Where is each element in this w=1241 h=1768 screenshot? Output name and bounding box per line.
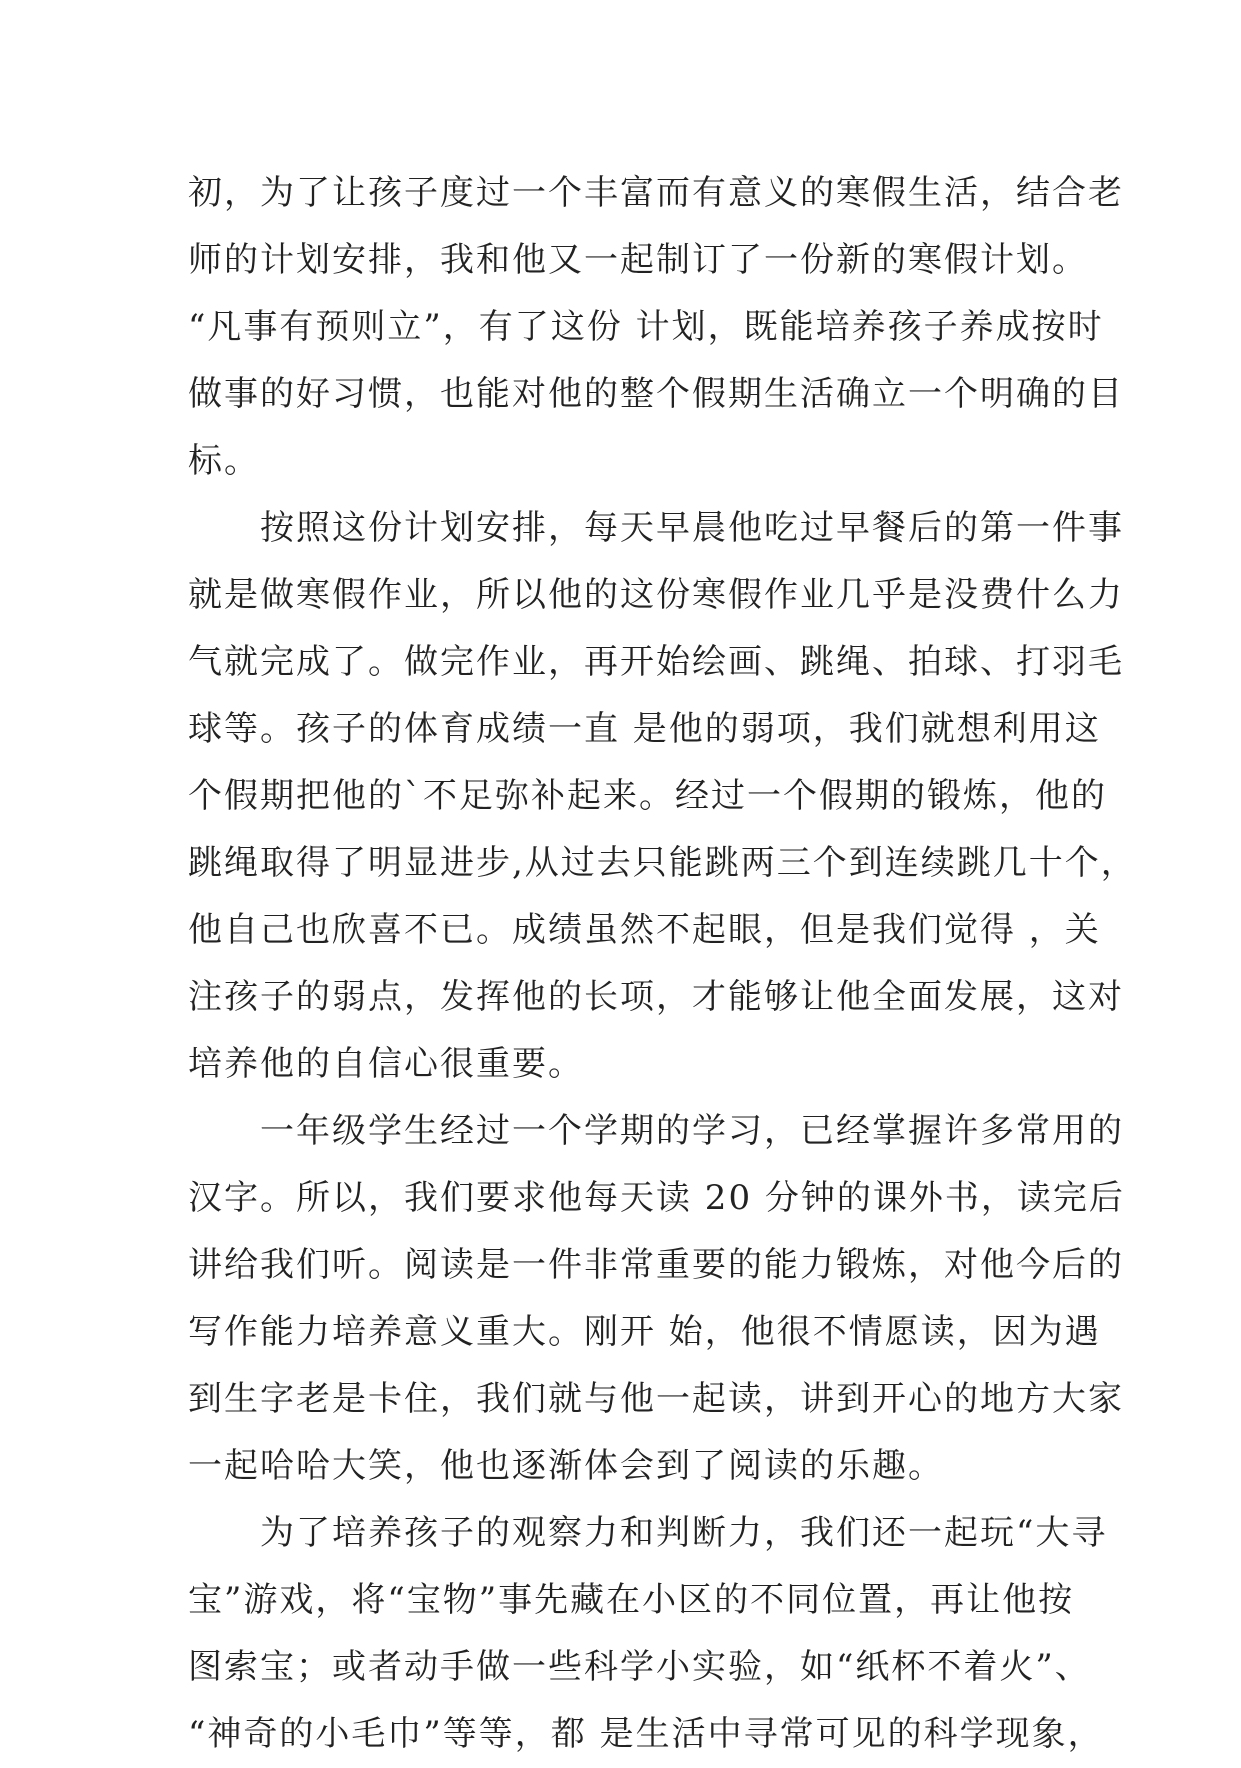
text-line: 个假期把他的`不足弥补起来。经过一个假期的锻炼，他的 <box>188 776 1107 816</box>
text-line: 按照这份计划安排，每天早晨他吃过早餐后的第一件事 <box>188 508 1124 548</box>
text-line: 初，为了让孩子度过一个丰富而有意义的寒假生活，结合老 <box>188 173 1124 213</box>
text-line: 做事的好习惯，也能对他的整个假期生活确立一个明确的目 <box>188 374 1124 414</box>
text-line: 一年级学生经过一个学期的学习，已经掌握许多常用的 <box>188 1111 1124 1151</box>
text-line: 汉字。所以，我们要求他每天读 20 分钟的课外书，读完后 <box>188 1178 1125 1218</box>
text-line: 为了培养孩子的观察力和判断力，我们还一起玩“大寻 <box>188 1513 1108 1553</box>
text-line: 培养他的自信心很重要。 <box>188 1044 584 1084</box>
text-line: 注孩子的弱点，发挥他的长项，才能够让他全面发展，这对 <box>188 977 1124 1017</box>
text-line: 球等。孩子的体育成绩一直 是他的弱项，我们就想利用这 <box>188 709 1101 749</box>
text-line: 写作能力培养意义重大。刚开 始，他很不情愿读，因为遇 <box>188 1312 1101 1352</box>
text-line: 宝”游戏，将“宝物”事先藏在小区的不同位置，再让他按 <box>188 1580 1075 1620</box>
text-line: 讲给我们听。阅读是一件非常重要的能力锻炼，对他今后的 <box>188 1245 1124 1285</box>
text-line: 标。 <box>188 441 260 481</box>
body-text <box>188 160 1137 1768</box>
text-line: “凡事有预则立”，有了这份 计划，既能培养孩子养成按时 <box>188 307 1104 347</box>
text-line: 一起哈哈大笑，他也逐渐体会到了阅读的乐趣。 <box>188 1446 944 1486</box>
text-line: 跳绳取得了明显进步,从过去只能跳两三个到连续跳几十个， <box>188 843 1137 883</box>
text-line: 气就完成了。做完作业，再开始绘画、跳绳、拍球、打羽毛 <box>188 642 1124 682</box>
text-line: 图索宝；或者动手做一些科学小实验，如“纸杯不着火”、 <box>188 1647 1091 1687</box>
text-line: 他自己也欣喜不已。成绩虽然不起眼，但是我们觉得 ，关 <box>188 910 1101 950</box>
text-line: 就是做寒假作业，所以他的这份寒假作业几乎是没费什么力 <box>188 575 1124 615</box>
text-line: 到生字老是卡住，我们就与他一起读，讲到开心的地方大家 <box>188 1379 1124 1419</box>
text-line: “神奇的小毛巾”等等，都 是生活中寻常可见的科学现象， <box>188 1714 1104 1754</box>
text-line: 师的计划安排，我和他又一起制订了一份新的寒假计划。 <box>188 240 1088 280</box>
